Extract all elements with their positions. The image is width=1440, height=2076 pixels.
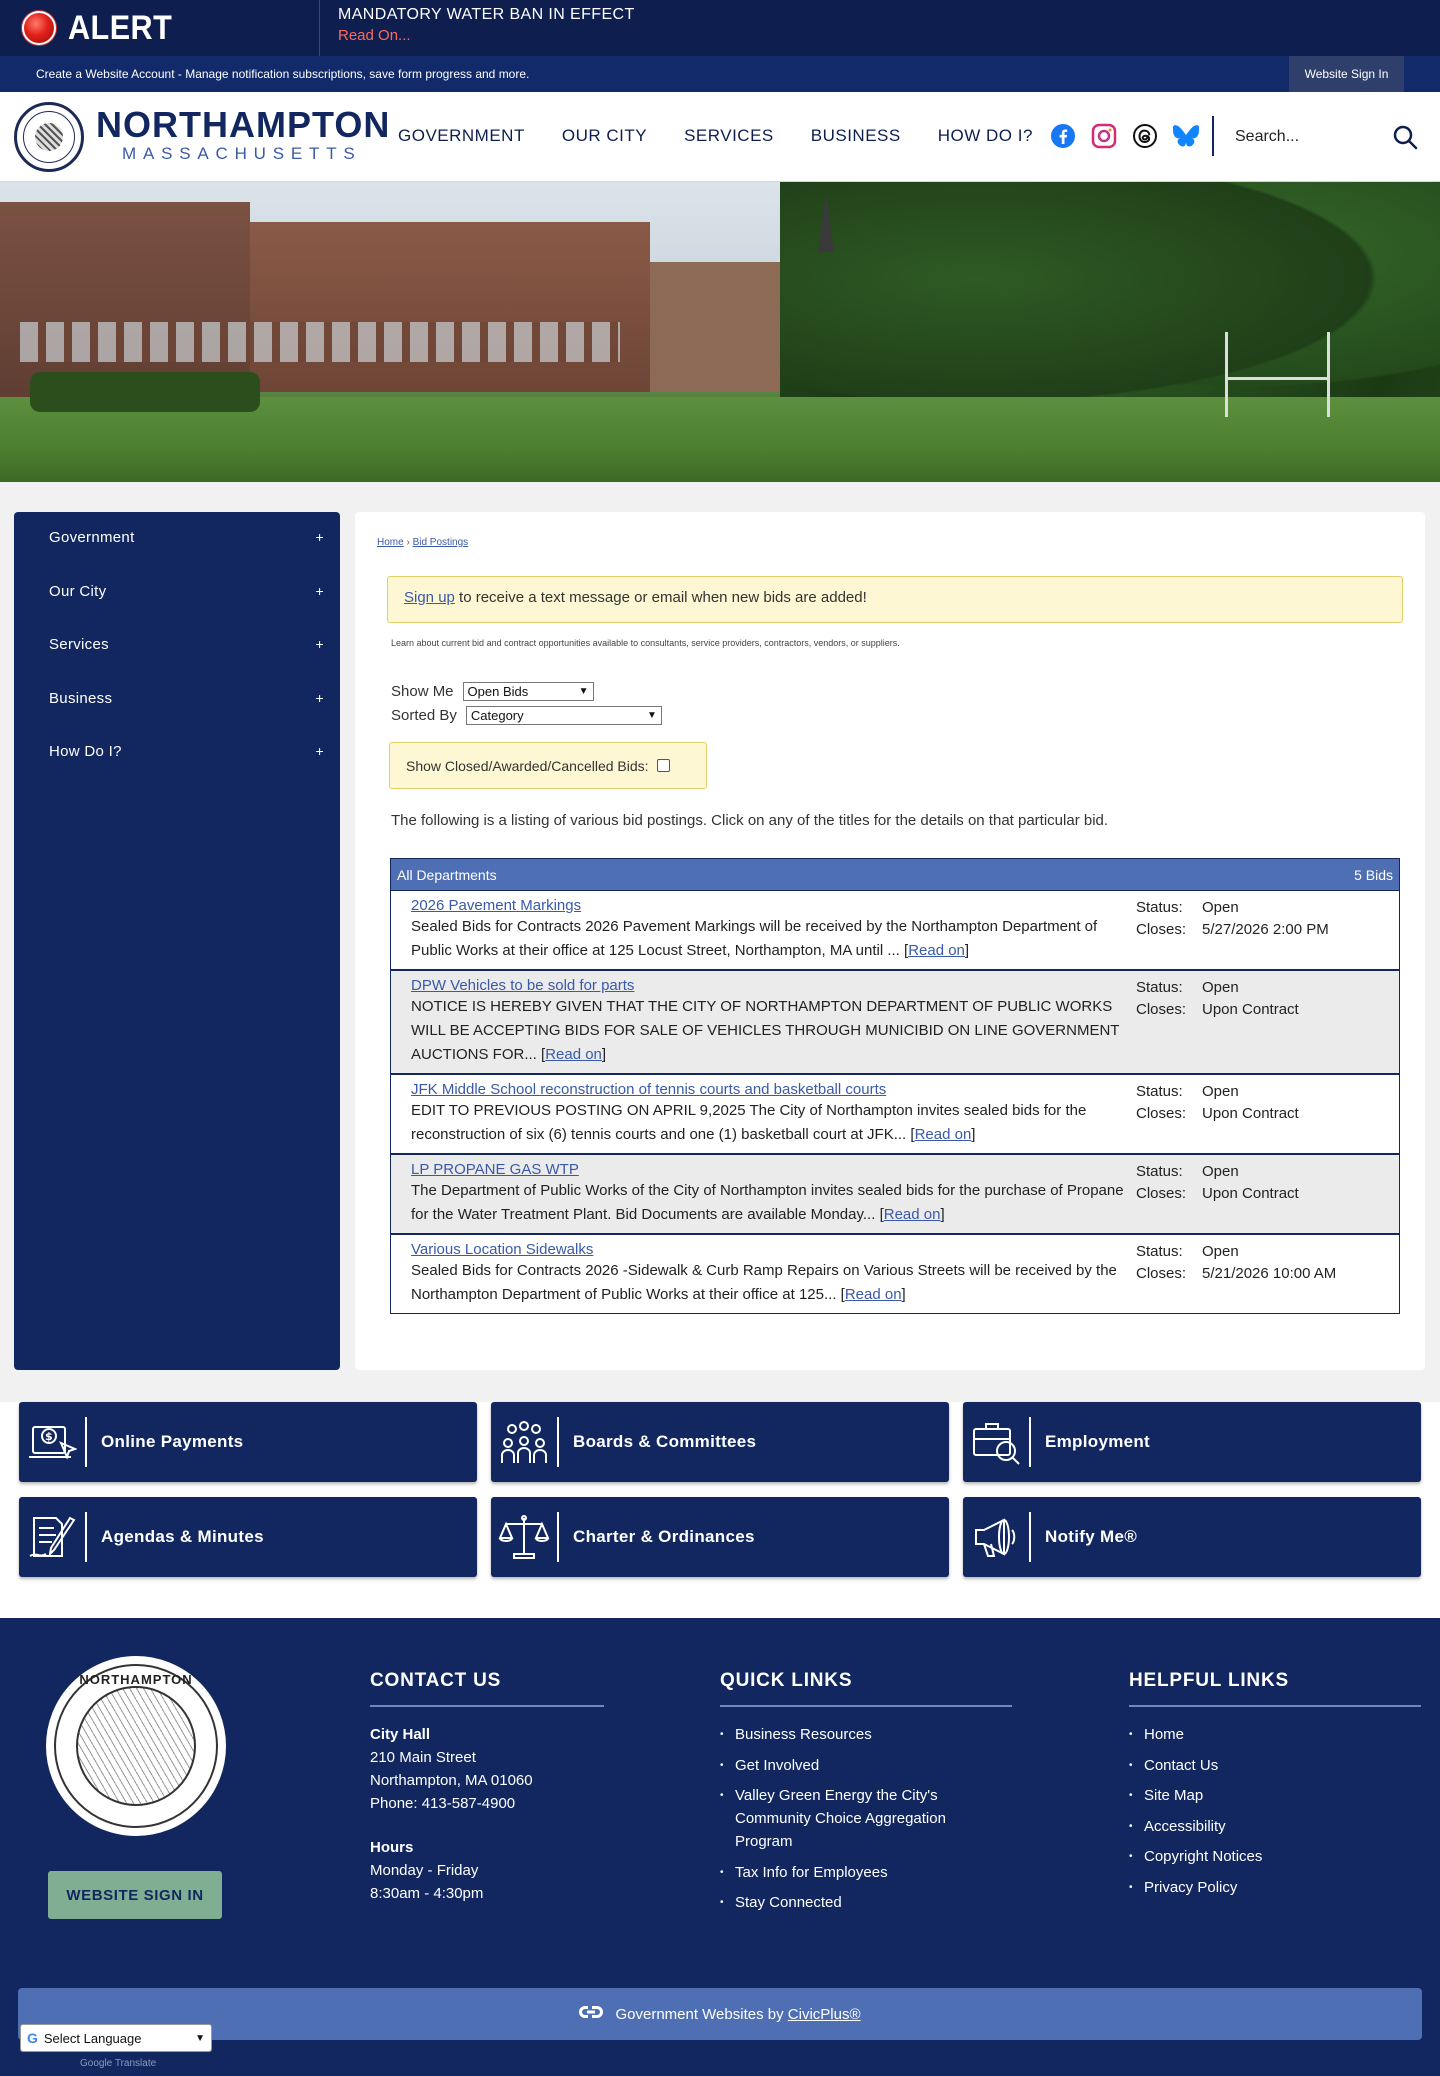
sorted-by-row xyxy=(391,706,662,725)
nav-business[interactable]: BUSINESS xyxy=(810,126,901,145)
signup-link[interactable]: Sign up xyxy=(404,589,455,606)
alert-badge xyxy=(0,0,320,56)
bluesky-icon[interactable] xyxy=(1172,122,1200,150)
account-strip xyxy=(0,56,1440,92)
contact-block xyxy=(370,1723,533,1905)
employment-label: Employment xyxy=(1045,1432,1151,1451)
quick-link-item[interactable]: • Valley Green Energy the City's Community Choice Aggregation Program xyxy=(720,1784,970,1853)
plus-icon[interactable]: + xyxy=(315,583,324,599)
city-seal-logo[interactable] xyxy=(14,102,84,172)
chevron-down-icon: ▼ xyxy=(578,686,589,697)
breadcrumb-home[interactable]: Home xyxy=(377,537,404,548)
closes-value: Upon Contract xyxy=(1202,1105,1299,1122)
read-on-link[interactable]: Read on xyxy=(545,1046,602,1063)
contact-street: 210 Main Street xyxy=(370,1749,476,1766)
civicplus-link[interactable]: CivicPlus® xyxy=(787,2005,861,2023)
job-search-icon xyxy=(963,1402,1029,1482)
sidebar-item-business[interactable] xyxy=(14,673,340,723)
department-heading: All Departments xyxy=(397,866,497,883)
status-label: Status: xyxy=(1136,979,1183,996)
alert-title[interactable]: MANDATORY WATER BAN IN EFFECT xyxy=(338,6,635,23)
breadcrumb-current[interactable]: Bid Postings xyxy=(412,537,469,548)
payment-icon xyxy=(19,1402,85,1482)
main-nav xyxy=(398,126,1070,146)
bid-meta xyxy=(1136,977,1299,1021)
bid-title-link[interactable]: DPW Vehicles to be sold for parts xyxy=(411,977,635,994)
hours-days: Monday - Friday xyxy=(370,1862,479,1879)
breadcrumb-separator: › xyxy=(403,537,413,548)
bid-meta xyxy=(1136,1081,1299,1125)
sidebar-item-label: Government xyxy=(49,528,135,546)
seal-text: NORTHAMPTON xyxy=(79,1672,193,1687)
breadcrumb xyxy=(377,537,468,548)
read-on-link[interactable]: Read on xyxy=(908,942,965,959)
charter-ordinances-button[interactable] xyxy=(491,1497,949,1577)
show-me-value: Open Bids xyxy=(467,684,529,699)
show-closed-checkbox[interactable] xyxy=(657,759,670,772)
helpful-link-item[interactable]: • Copyright Notices xyxy=(1129,1845,1389,1868)
quick-links-list xyxy=(720,1723,970,1922)
footer-sign-in-button[interactable]: WEBSITE SIGN IN xyxy=(48,1871,222,1919)
table-row xyxy=(391,1075,1399,1155)
bid-description: EDIT TO PREVIOUS POSTING ON APRIL 9,2025 The City of Northampton invites sealed bids for the reconstruction of six (6) tennis courts and one (1) basketball court at JFK... [Read on] xyxy=(411,1102,1087,1143)
search-input[interactable]: Search... xyxy=(1235,128,1300,145)
button-separator xyxy=(85,1512,87,1562)
status-value: Open xyxy=(1202,979,1239,996)
sidebar-item-label: How Do I? xyxy=(49,742,122,760)
svg-text:$: $ xyxy=(45,1430,53,1443)
main-content xyxy=(355,512,1425,1370)
charter-ordinances-label: Charter & Ordinances xyxy=(573,1527,755,1546)
agendas-minutes-button[interactable] xyxy=(19,1497,477,1577)
search-icon[interactable] xyxy=(1392,124,1418,155)
read-on-link[interactable]: Read on xyxy=(844,1286,902,1303)
helpful-link-item[interactable]: • Accessibility xyxy=(1129,1815,1389,1838)
bid-count: 5 Bids xyxy=(1354,866,1393,883)
sidebar-item-our-city[interactable] xyxy=(14,566,340,616)
status-label: Status: xyxy=(1136,1243,1183,1260)
site-subtitle: MASSACHUSETTS xyxy=(122,144,362,163)
contact-place: City Hall xyxy=(370,1726,431,1743)
hours-time: 8:30am - 4:30pm xyxy=(370,1885,484,1902)
closes-value: Upon Contract xyxy=(1202,1001,1299,1018)
sorted-by-value: Category xyxy=(470,708,524,723)
bid-meta xyxy=(1136,1161,1299,1205)
account-strip-desc: - Manage notification subscriptions, save form progress and more. xyxy=(174,67,530,81)
signup-notice xyxy=(387,576,1403,623)
bid-meta xyxy=(1136,897,1329,941)
sidebar-item-label: Business xyxy=(49,689,113,707)
plus-icon[interactable]: + xyxy=(315,690,324,706)
quick-link-item[interactable]: • Tax Info for Employees xyxy=(720,1861,970,1884)
signup-text: to receive a text message or email when new bids are added! xyxy=(454,589,867,606)
helpful-links-heading: HELPFUL LINKS xyxy=(1129,1670,1289,1691)
hero-banner-image xyxy=(0,182,1440,482)
bids-table xyxy=(390,858,1400,1314)
status-label: Status: xyxy=(1136,1083,1183,1100)
site-footer xyxy=(0,1618,1440,2076)
boards-committees-button[interactable] xyxy=(491,1402,949,1482)
table-row xyxy=(391,1155,1399,1235)
quick-links-rule xyxy=(720,1705,1012,1707)
bid-title-link[interactable]: JFK Middle School reconstruction of tennis courts and basketball courts xyxy=(411,1081,887,1098)
closes-value: Upon Contract xyxy=(1202,1185,1299,1202)
button-separator xyxy=(1029,1512,1031,1562)
city-seal-image xyxy=(46,1656,226,1836)
helpful-link-item[interactable]: • Contact Us xyxy=(1129,1754,1389,1777)
create-account-link[interactable]: Create a Website Account xyxy=(36,67,175,81)
quick-link-item[interactable]: • Business Resources xyxy=(720,1723,970,1746)
table-row xyxy=(391,891,1399,971)
status-value: Open xyxy=(1202,1163,1239,1180)
nav-government[interactable]: GOVERNMENT xyxy=(398,126,525,145)
button-separator xyxy=(1029,1417,1031,1467)
read-on-link[interactable]: Read on xyxy=(883,1206,941,1223)
sidebar-item-how-do-i[interactable] xyxy=(14,726,340,776)
status-label: Status: xyxy=(1136,899,1183,916)
alert-bar xyxy=(0,0,1440,56)
button-separator xyxy=(557,1512,559,1562)
bid-title-link[interactable]: 2026 Pavement Markings xyxy=(411,897,582,914)
status-label: Status: xyxy=(1136,1163,1183,1180)
google-translate-credit: Google Translate xyxy=(80,2058,157,2069)
intro-text: Learn about current bid and contract opportunities available to consultants, service providers, contractors, vendors, or suppliers. xyxy=(391,638,900,648)
bids-table-header xyxy=(391,859,1399,891)
closes-label: Closes: xyxy=(1136,1001,1187,1018)
button-separator xyxy=(85,1417,87,1467)
instagram-icon[interactable] xyxy=(1090,122,1118,150)
civicplus-icon xyxy=(579,2004,603,2024)
show-closed-label: Show Closed/Awarded/Cancelled Bids: xyxy=(406,757,649,774)
closes-value: 5/21/2026 10:00 AM xyxy=(1202,1265,1337,1282)
civicplus-bar xyxy=(18,1988,1422,2040)
google-icon: G xyxy=(27,2030,38,2046)
facebook-icon[interactable] xyxy=(1049,122,1077,150)
online-payments-label: Online Payments xyxy=(101,1432,244,1451)
closes-label: Closes: xyxy=(1136,1185,1187,1202)
table-row xyxy=(391,971,1399,1075)
status-value: Open xyxy=(1202,899,1239,916)
language-select-label: Select Language xyxy=(43,2030,142,2046)
sorted-by-select[interactable] xyxy=(466,706,662,725)
website-sign-in-button[interactable]: Website Sign In xyxy=(1289,56,1404,92)
closes-value: 5/27/2026 2:00 PM xyxy=(1202,921,1329,938)
megaphone-icon xyxy=(963,1497,1029,1577)
quick-link-item[interactable]: • Get Involved xyxy=(720,1754,970,1777)
sorted-by-label: Sorted By xyxy=(391,707,457,724)
closes-label: Closes: xyxy=(1136,1265,1187,1282)
notify-me-label: Notify Me® xyxy=(1045,1527,1138,1546)
closes-label: Closes: xyxy=(1136,921,1187,938)
bid-description: Sealed Bids for Contracts 2026 Pavement Markings will be received by the Northampton Department of Public Works at their office at 125 Locust Street, Northampton, MA until ... [Read on] xyxy=(411,918,1098,959)
sidebar-item-label: Our City xyxy=(49,582,107,600)
quick-links-heading: QUICK LINKS xyxy=(720,1670,853,1691)
agendas-minutes-label: Agendas & Minutes xyxy=(101,1527,264,1546)
contact-phone[interactable]: Phone: 413-587-4900 xyxy=(370,1795,516,1812)
helpful-link-item[interactable]: • Home xyxy=(1129,1723,1389,1746)
bid-description: The Department of Public Works of the City of Northampton invites sealed bids for the purchase of Propane for the Water Treatment Plant. Bid Documents are available Monday... [Read on] xyxy=(411,1182,1124,1223)
notify-me-button[interactable] xyxy=(963,1497,1421,1577)
document-pen-icon xyxy=(19,1497,85,1577)
employment-button[interactable] xyxy=(963,1402,1421,1482)
boards-committees-label: Boards & Committees xyxy=(573,1432,757,1451)
scales-icon xyxy=(491,1497,557,1577)
helpful-link-item[interactable]: • Privacy Policy xyxy=(1129,1876,1389,1899)
alert-icon xyxy=(22,11,56,45)
nav-our-city[interactable]: OUR CITY xyxy=(561,126,648,145)
account-strip-text xyxy=(36,67,529,81)
button-separator xyxy=(557,1417,559,1467)
sidebar-item-services[interactable] xyxy=(14,619,340,669)
plus-icon[interactable]: + xyxy=(315,529,324,545)
table-row xyxy=(391,1235,1399,1313)
closes-label: Closes: xyxy=(1136,1105,1187,1122)
bid-description: NOTICE IS HEREBY GIVEN THAT THE CITY OF NORTHAMPTON DEPARTMENT OF PUBLIC WORKS WILL BE ACCEPTING BIDS FOR SALE OF VEHICLES THROUGH MUNICIBID ON LINE GOVERNMENT AUCTIONS FOR... [Read on] xyxy=(411,998,1120,1063)
hours-label: Hours xyxy=(370,1839,414,1856)
social-links xyxy=(1049,122,1200,150)
status-value: Open xyxy=(1202,1243,1239,1260)
alert-message xyxy=(338,6,635,45)
contact-heading: CONTACT US xyxy=(370,1670,502,1691)
bid-title-link[interactable]: LP PROPANE GAS WTP xyxy=(411,1161,579,1178)
show-closed-filter xyxy=(389,742,707,789)
header-divider xyxy=(1212,116,1214,156)
people-icon xyxy=(491,1402,557,1482)
show-me-row xyxy=(391,682,594,701)
helpful-links-rule xyxy=(1129,1705,1421,1707)
show-me-label: Show Me xyxy=(391,683,454,700)
language-select[interactable] xyxy=(20,2024,212,2052)
sidebar-item-label: Services xyxy=(49,635,109,653)
online-payments-button[interactable] xyxy=(19,1402,477,1482)
civicplus-text: Government Websites by xyxy=(615,2005,784,2023)
helpful-link-item[interactable]: • Site Map xyxy=(1129,1784,1389,1807)
nav-services[interactable]: SERVICES xyxy=(684,126,774,145)
helpful-links-list xyxy=(1129,1723,1389,1906)
contact-city: Northampton, MA 01060 xyxy=(370,1772,533,1789)
plus-icon[interactable]: + xyxy=(315,743,324,759)
show-me-select[interactable] xyxy=(463,682,594,701)
sidebar-nav xyxy=(14,512,340,1370)
site-header xyxy=(0,92,1440,182)
chevron-down-icon: ▼ xyxy=(195,2032,205,2044)
alert-read-on-link[interactable]: Read On... xyxy=(338,27,411,44)
chevron-down-icon: ▼ xyxy=(646,710,657,721)
site-name[interactable]: NORTHAMPTON xyxy=(96,104,391,145)
bid-description: Sealed Bids for Contracts 2026 -Sidewalk & Curb Ramp Repairs on Various Streets will be received by the Northampton Department of Public Works at their office at 125... [Read on] xyxy=(411,1262,1117,1303)
contact-rule xyxy=(370,1705,604,1707)
read-on-link[interactable]: Read on xyxy=(914,1126,972,1143)
plus-icon[interactable]: + xyxy=(315,636,324,652)
bid-title-link[interactable]: Various Location Sidewalks xyxy=(411,1241,594,1258)
listing-description: The following is a listing of various bid postings. Click on any of the titles for the details on that particular bid. xyxy=(391,812,1109,829)
sidebar-item-government[interactable] xyxy=(14,512,340,562)
quick-link-item[interactable]: • Stay Connected xyxy=(720,1891,970,1914)
threads-icon[interactable] xyxy=(1131,122,1159,150)
nav-how-do-i[interactable]: HOW DO I? xyxy=(937,126,1033,145)
bid-meta xyxy=(1136,1241,1336,1285)
status-value: Open xyxy=(1202,1083,1239,1100)
alert-label: ALERT xyxy=(68,8,173,47)
